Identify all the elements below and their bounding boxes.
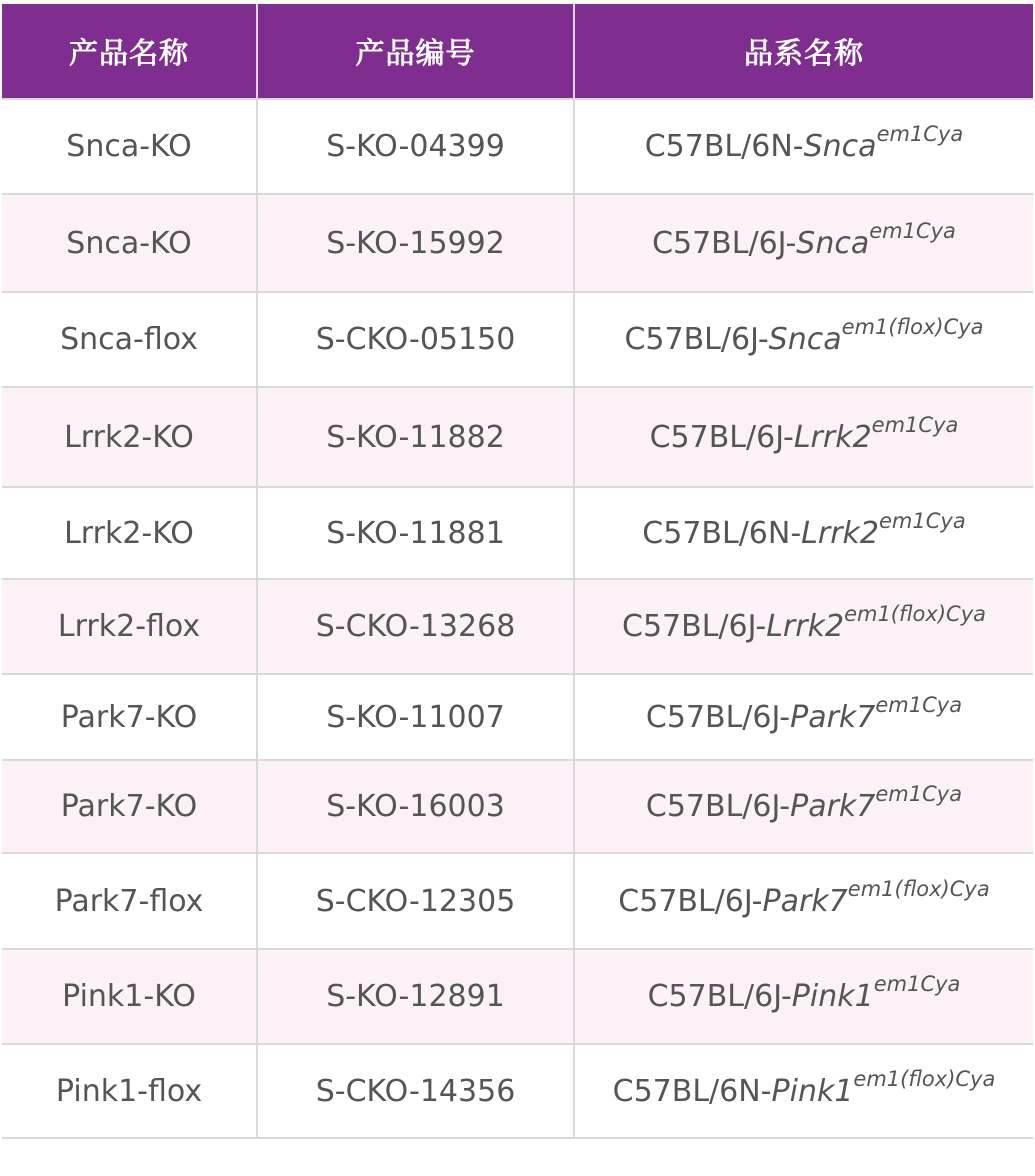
table-row <box>2 949 1033 1044</box>
strain-name-cell <box>574 1044 1033 1138</box>
table-body <box>2 99 1033 1138</box>
gene-symbol: Park7 <box>762 883 848 919</box>
strain-background: C57BL/6J- <box>645 699 791 735</box>
product-code-cell: S-KO-16003 <box>257 760 574 853</box>
gene-symbol: Snca <box>803 129 877 164</box>
allele-superscript: em1Cya <box>871 412 959 437</box>
table-row <box>2 674 1033 760</box>
strain-background: C57BL/6J- <box>649 419 794 455</box>
product-name-cell: Pink1-KO <box>2 949 257 1044</box>
header-row <box>2 4 1033 99</box>
strain-background: C57BL/6N- <box>644 129 804 164</box>
product-name-cell: Park7-KO <box>2 674 257 760</box>
strain-background: C57BL/6J- <box>645 789 791 824</box>
strain-name-cell <box>574 194 1033 292</box>
table-row <box>2 194 1033 292</box>
strain-name-cell <box>574 99 1033 194</box>
strain-background: C57BL/6J- <box>624 322 769 357</box>
strain-background: C57BL/6J- <box>618 883 763 919</box>
allele-superscript: em1(flox)Cya <box>844 602 986 626</box>
strain-table <box>2 4 1033 1139</box>
strain-name-cell <box>574 674 1033 760</box>
strain-background: C57BL/6J- <box>647 979 792 1014</box>
strain-background: C57BL/6J- <box>622 609 767 644</box>
product-code-cell: S-KO-15992 <box>257 194 574 292</box>
strain-name-cell <box>574 387 1033 487</box>
product-code-cell: S-KO-11881 <box>257 487 574 579</box>
table-row <box>2 292 1033 387</box>
table-row <box>2 99 1033 194</box>
gene-symbol: Lrrk2 <box>793 419 872 455</box>
strain-name-cell <box>574 579 1033 674</box>
allele-superscript: em1(flox)Cya <box>847 876 990 901</box>
product-code-cell: S-CKO-12305 <box>257 853 574 949</box>
table-row <box>2 1044 1033 1138</box>
strain-name-cell <box>574 292 1033 387</box>
header-product-code: 产品编号 <box>257 4 574 99</box>
product-name-cell: Snca-KO <box>2 194 257 292</box>
allele-superscript: em1Cya <box>873 972 961 996</box>
allele-superscript: em1Cya <box>879 508 966 533</box>
allele-superscript: em1Cya <box>875 782 963 806</box>
strain-name-cell <box>574 949 1033 1044</box>
strain-background: C57BL/6N- <box>612 1073 772 1109</box>
strain-name-cell <box>574 853 1033 949</box>
product-code-cell: S-CKO-14356 <box>257 1044 574 1138</box>
product-code-cell: S-KO-11882 <box>257 387 574 487</box>
strain-background: C57BL/6N- <box>642 515 802 551</box>
product-name-cell: Lrrk2-flox <box>2 579 257 674</box>
allele-superscript: em1(flox)Cya <box>841 315 984 339</box>
allele-superscript: em1Cya <box>869 218 956 243</box>
strain-background: C57BL/6J- <box>652 225 797 261</box>
allele-superscript: em1Cya <box>875 692 963 717</box>
header-strain-name: 品系名称 <box>574 4 1033 99</box>
strain-name-cell <box>574 760 1033 853</box>
product-name-cell: Lrrk2-KO <box>2 387 257 487</box>
allele-superscript: em1(flox)Cya <box>853 1066 996 1091</box>
product-name-cell: Snca-flox <box>2 292 257 387</box>
product-name-cell: Pink1-flox <box>2 1044 257 1138</box>
strain-name-cell <box>574 487 1033 579</box>
gene-symbol: Snca <box>768 322 842 357</box>
gene-symbol: Snca <box>796 225 870 261</box>
product-code-cell: S-KO-11007 <box>257 674 574 760</box>
product-name-cell: Park7-KO <box>2 760 257 853</box>
product-name-cell: Park7-flox <box>2 853 257 949</box>
product-code-cell: S-CKO-13268 <box>257 579 574 674</box>
product-code-cell: S-KO-12891 <box>257 949 574 1044</box>
gene-symbol: Pink1 <box>791 979 874 1014</box>
product-name-cell: Snca-KO <box>2 99 257 194</box>
gene-symbol: Lrrk2 <box>801 515 880 551</box>
gene-symbol: Pink1 <box>771 1073 854 1109</box>
table-row <box>2 387 1033 487</box>
table-row <box>2 760 1033 853</box>
gene-symbol: Park7 <box>790 699 876 735</box>
gene-symbol: Lrrk2 <box>766 609 845 644</box>
table-row <box>2 487 1033 579</box>
gene-symbol: Park7 <box>790 789 876 824</box>
product-code-cell: S-KO-04399 <box>257 99 574 194</box>
header-product-name: 产品名称 <box>2 4 257 99</box>
table-row <box>2 579 1033 674</box>
table-row <box>2 853 1033 949</box>
allele-superscript: em1Cya <box>876 122 964 146</box>
product-code-cell: S-CKO-05150 <box>257 292 574 387</box>
product-name-cell: Lrrk2-KO <box>2 487 257 579</box>
